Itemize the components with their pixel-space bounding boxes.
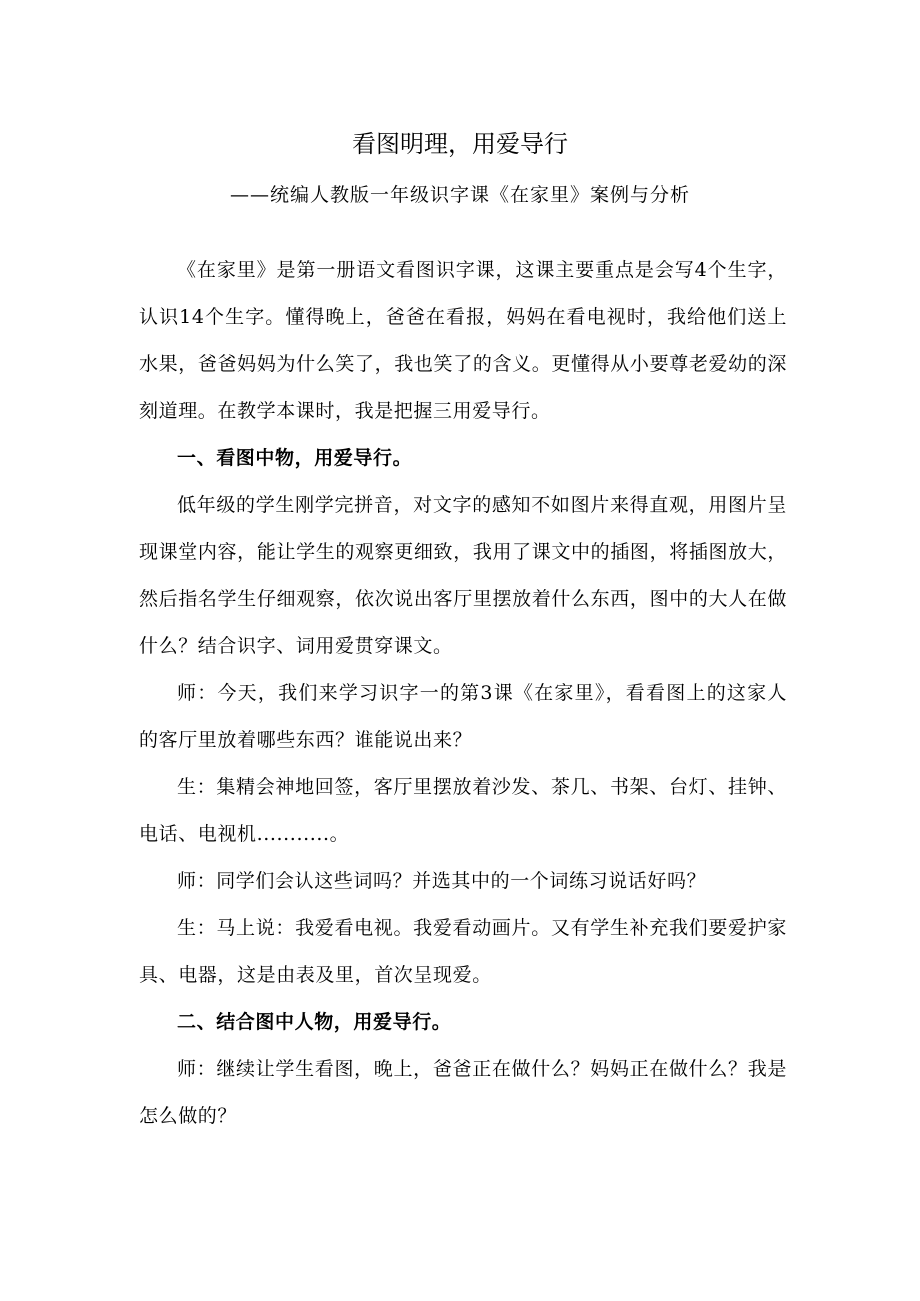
document-body [139,247,787,1140]
dialogue-teacher: 师：今天，我们来学习识字一的第3课《在家里》，看看图上的这家人的客厅里放着哪些东西？谁能说出来？ [139,682,787,751]
dialogue-teacher: 师：同学们会认这些词吗？并选其中的一个词练习说话好吗？ [177,870,707,892]
dialogue-student: 生：集精会神地回签，客厅里摆放着沙发、茶几、书架、台灯、挂钟、电话、电视机...........。 [139,776,787,845]
paragraph: 低年级的学生刚学完拼音，对文字的感知不如图片来得直观，用图片呈现课堂内容，能让学生的观察更细致，我用了课文中的插图，将插图放大，然后指名学生仔细观察，依次说出客厅里摆放着什么东西，图中的大人在做什么？结合识字、词用爱贯穿课文。 [139,494,787,657]
document-title: 看图明理，用爱导行 [352,130,568,158]
section-heading-2: 二、结合图中人物，用爱导行。 [177,1011,452,1033]
dialogue-student: 生：马上说：我爱看电视。我爱看动画片。又有学生补充我们要爱护家具、电器，这是由表及里，首次呈现爱。 [139,917,787,986]
intro-paragraph: 《在家里》是第一册语文看图识字课，这课主要重点是会写4个生字，认识14个生字。懂得晚上，爸爸在看报，妈妈在看电视时，我给他们送上水果，爸爸妈妈为什么笑了，我也笑了的含义。更懂得从小要尊老爱幼的深刻道理。在教学本课时，我是把握三用爱导行。 [139,259,787,422]
dialogue-teacher: 师：继续让学生看图，晚上，爸爸正在做什么？妈妈正在做什么？我是怎么做的？ [139,1058,787,1127]
document-subtitle: ——统编人教版一年级识字课《在家里》案例与分析 [229,184,690,206]
section-heading-1: 一、看图中物，用爱导行。 [177,447,413,469]
